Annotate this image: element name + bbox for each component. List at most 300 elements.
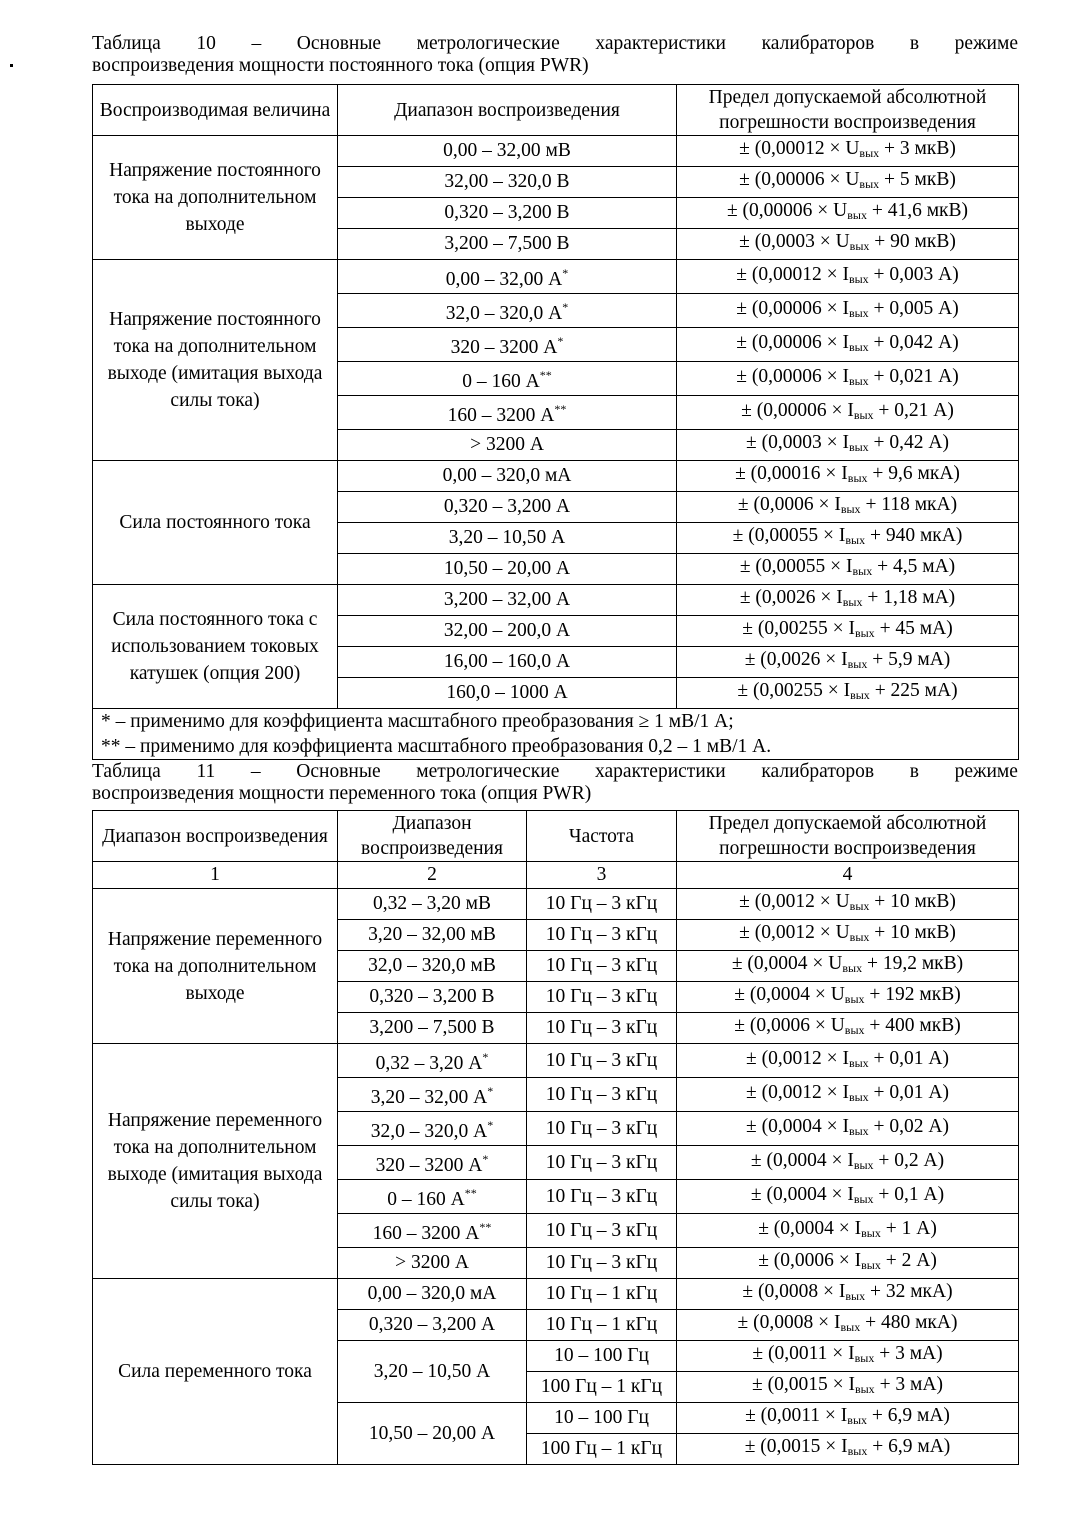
formula-prefix: ± (0,00006 × I: [736, 365, 849, 387]
range-cell: [338, 260, 677, 294]
caption-word: режиме: [954, 33, 1018, 54]
range-cell: [338, 585, 677, 616]
range-cell: [338, 1044, 527, 1078]
caption-word: 10: [196, 33, 216, 54]
formula-subscript: вых: [840, 502, 861, 516]
error-limit-cell: [677, 1310, 1019, 1341]
footnote-single-star: * – применимо для коэффициента масштабного преобразования ≥ 1 мВ/1 А;: [101, 711, 734, 732]
range-value: 3,20 – 10,50 А: [373, 1360, 491, 1382]
caption-word: в: [909, 33, 920, 54]
formula-suffix: + 1,18 мА): [862, 587, 956, 608]
formula-suffix: + 192 мкВ): [864, 984, 961, 1005]
formula-subscript: вых: [854, 1382, 875, 1396]
formula-suffix: + 6,9 мА): [867, 1405, 950, 1426]
footnote-marker: *: [557, 334, 564, 348]
formula-suffix: + 4,5 мА): [872, 556, 956, 577]
formula-subscript: вых: [861, 1258, 881, 1272]
error-limit-cell: [677, 1146, 1019, 1180]
formula-prefix: ± (0,0003 × I: [746, 432, 849, 453]
footnote-marker: **: [539, 368, 552, 382]
caption-word: Основные: [296, 761, 381, 782]
range-cell: [338, 362, 677, 396]
footnote-marker: *: [482, 1050, 489, 1064]
formula-subscript: вых: [849, 899, 870, 913]
range-cell: [338, 1013, 527, 1044]
caption-word: метрологические: [416, 33, 560, 54]
formula-prefix: ± (0,00012 × I: [736, 263, 849, 285]
formula-suffix: + 5 мкВ): [879, 169, 956, 190]
formula-prefix: ± (0,00006 × U: [739, 169, 860, 190]
range-value: 3,200 – 7,500 В: [444, 233, 570, 254]
error-limit-cell: [677, 430, 1019, 461]
footnote-marker: *: [482, 1152, 489, 1166]
formula-prefix: ± (0,00016 × I: [735, 463, 848, 484]
error-limit-cell: [677, 167, 1019, 198]
column-number: 3: [527, 862, 677, 889]
formula-suffix: + 0,42 А): [868, 432, 949, 453]
range-value: 3,20 – 10,50 А: [448, 527, 566, 548]
formula-suffix: + 400 мкВ): [864, 1015, 961, 1036]
range-cell: [338, 523, 677, 554]
formula-prefix: ± (0,00006 × I: [736, 331, 849, 353]
range-value: 0,32 – 3,20 А: [375, 1053, 483, 1074]
formula-prefix: ± (0,0012 × I: [746, 1047, 849, 1069]
range-value: 160,0 – 1000 А: [446, 682, 568, 703]
footnote-marker: *: [562, 266, 569, 280]
formula-suffix: + 19,2 мкВ): [862, 953, 964, 974]
error-limit-cell: [677, 362, 1019, 396]
formula-subscript: вых: [847, 1444, 868, 1458]
error-limit-cell: [677, 492, 1019, 523]
formula-subscript: вых: [845, 1289, 866, 1303]
frequency-cell: 10 Гц – 1 кГц: [527, 1310, 677, 1341]
error-limit-cell: [677, 982, 1019, 1013]
formula-prefix: ± (0,0015 × I: [744, 1436, 848, 1457]
formula-prefix: ± (0,0011 × I: [745, 1405, 848, 1426]
range-value: 0 – 160 А: [462, 371, 540, 392]
frequency-cell: 10 Гц – 3 кГц: [527, 920, 677, 951]
formula-prefix: ± (0,00006 × U: [726, 200, 848, 221]
formula-prefix: ± (0,00255 × I: [742, 618, 855, 639]
range-value: 0,00 – 32,00 А: [445, 269, 563, 290]
range-value: 0,00 – 320,0 мА: [442, 465, 572, 486]
range-cell: [338, 616, 677, 647]
formula-subscript: вых: [850, 688, 870, 702]
footnote-marker: **: [464, 1186, 477, 1200]
formula-suffix: + 3 мА): [874, 1343, 943, 1364]
frequency-cell: 10 – 100 Гц: [527, 1341, 677, 1372]
formula-prefix: ± (0,0004 × U: [734, 984, 845, 1005]
error-limit-cell: [677, 1180, 1019, 1214]
frequency-cell: 10 Гц – 3 кГц: [527, 1044, 677, 1078]
formula-prefix: ± (0,00055 × I: [732, 525, 846, 546]
formula-prefix: ± (0,0004 × I: [750, 1149, 854, 1171]
header-error-limit: Предел допускаемой абсолютной погрешности воспроизведения: [677, 85, 1019, 136]
formula-suffix: + 32 мкА): [865, 1281, 953, 1302]
table11-caption-line1: [92, 761, 1018, 783]
formula-suffix: + 0,042 А): [868, 331, 959, 353]
formula-subscript: вых: [847, 471, 868, 485]
formula-suffix: + 480 мкА): [860, 1312, 958, 1333]
range-cell: [338, 1341, 527, 1403]
frequency-cell: 10 Гц – 3 кГц: [527, 982, 677, 1013]
range-value: > 3200 А: [470, 434, 544, 455]
error-limit-cell: [677, 1279, 1019, 1310]
caption-word: –: [250, 761, 261, 782]
formula-suffix: + 0,21 А): [873, 399, 954, 421]
formula-subscript: вых: [849, 239, 870, 253]
caption-word: режиме: [954, 761, 1018, 782]
formula-prefix: ± (0,0004 × I: [750, 1183, 854, 1205]
caption-word: характеристики: [595, 761, 726, 782]
table10-caption-line2: воспроизведения мощности постоянного тока (опция PWR): [92, 55, 589, 76]
error-limit-cell: [677, 1078, 1019, 1112]
table10-footnote-row: [93, 709, 1019, 760]
footnote-marker: **: [554, 402, 567, 416]
formula-suffix: + 3 мА): [874, 1374, 943, 1395]
range-cell: [338, 1180, 527, 1214]
range-cell: [338, 229, 677, 260]
formula-subscript: вых: [842, 961, 863, 975]
formula-subscript: вых: [859, 146, 880, 160]
quantity-group-label: Напряжение постоянного тока на дополнительном выходе: [93, 136, 338, 260]
caption-word: –: [251, 33, 262, 54]
range-cell: [338, 920, 527, 951]
formula-suffix: + 0,005 А): [868, 297, 959, 319]
error-limit-cell: [677, 136, 1019, 167]
formula-prefix: ± (0,0008 × I: [737, 1312, 841, 1333]
formula-suffix: + 90 мкВ): [869, 231, 956, 252]
formula-prefix: ± (0,0012 × I: [746, 1081, 849, 1103]
header-range: Диапазон воспроизведения: [338, 85, 677, 136]
formula-suffix: + 2 А): [880, 1250, 937, 1271]
footnote-marker: *: [487, 1084, 494, 1098]
header-range: Диапазон воспроизведения: [338, 811, 527, 862]
range-cell: [338, 1403, 527, 1465]
range-value: 32,0 – 320,0 мВ: [368, 955, 496, 976]
range-cell: [338, 430, 677, 461]
caption-word: 11: [196, 761, 216, 782]
error-limit-cell: [677, 260, 1019, 294]
formula-subscript: вых: [848, 271, 869, 286]
frequency-cell: 10 Гц – 3 кГц: [527, 1078, 677, 1112]
formula-subscript: вых: [847, 1413, 868, 1427]
formula-prefix: ± (0,0006 × I: [758, 1250, 862, 1271]
error-limit-cell: [677, 585, 1019, 616]
error-limit-cell: [677, 1341, 1019, 1372]
formula-prefix: ± (0,0026 × I: [744, 649, 848, 670]
header-frequency: Частота: [527, 811, 677, 862]
table-row: [93, 889, 1019, 920]
formula-prefix: ± (0,0012 × U: [739, 891, 850, 912]
table-row: [93, 585, 1019, 616]
formula-prefix: ± (0,00255 × I: [737, 680, 851, 701]
footnote-marker: **: [479, 1220, 492, 1234]
range-cell: [338, 1078, 527, 1112]
error-limit-cell: [677, 1372, 1019, 1403]
formula-suffix: + 0,02 А): [868, 1115, 949, 1137]
frequency-cell: 10 Гц – 3 кГц: [527, 1214, 677, 1248]
formula-subscript: вых: [848, 440, 869, 454]
table10-header-row: [93, 85, 1019, 136]
stray-mark: [10, 64, 13, 67]
range-cell: [338, 678, 677, 709]
frequency-cell: 10 Гц – 3 кГц: [527, 1013, 677, 1044]
caption-word: метрологические: [416, 761, 560, 782]
error-limit-cell: [677, 678, 1019, 709]
range-value: 32,0 – 320,0 А: [370, 1121, 488, 1142]
range-cell: [338, 328, 677, 362]
formula-suffix: + 41,6 мкВ): [866, 200, 969, 221]
formula-subscript: вых: [853, 407, 874, 422]
range-value: 160 – 3200 А: [372, 1223, 480, 1244]
formula-subscript: вых: [854, 1351, 875, 1365]
range-value: 0,320 – 3,200 В: [369, 986, 495, 1007]
formula-suffix: + 5,9 мА): [867, 649, 951, 670]
range-value: 16,00 – 160,0 А: [443, 651, 571, 672]
range-cell: [338, 198, 677, 229]
range-value: 0 – 160 А: [387, 1189, 465, 1210]
range-cell: [338, 396, 677, 430]
formula-suffix: + 0,003 А): [868, 263, 959, 285]
formula-prefix: ± (0,0003 × U: [739, 231, 850, 252]
formula-prefix: ± (0,0015 × I: [752, 1374, 855, 1395]
range-cell: [338, 461, 677, 492]
formula-subscript: вых: [840, 1320, 861, 1334]
formula-subscript: вых: [848, 1089, 869, 1104]
error-limit-cell: [677, 616, 1019, 647]
error-limit-cell: [677, 889, 1019, 920]
formula-prefix: ± (0,0004 × I: [758, 1217, 862, 1239]
formula-suffix: + 0,2 А): [873, 1149, 945, 1171]
range-cell: [338, 1146, 527, 1180]
range-value: 32,00 – 200,0 А: [443, 620, 571, 641]
header-error-limit: Предел допускаемой абсолютной погрешности воспроизведения: [677, 811, 1019, 862]
formula-subscript: вых: [844, 992, 865, 1006]
range-value: 320 – 3200 А: [375, 1155, 483, 1176]
frequency-cell: 10 Гц – 3 кГц: [527, 951, 677, 982]
footnote-marker: *: [562, 300, 569, 314]
error-limit-cell: [677, 951, 1019, 982]
formula-suffix: + 9,6 мкА): [867, 463, 960, 484]
table10-caption-line1: [92, 33, 1018, 55]
range-value: 32,00 – 320,0 В: [444, 171, 570, 192]
formula-subscript: вых: [849, 930, 870, 944]
quantity-group-label: Напряжение постоянного тока на дополнительном выходе (имитация выхода силы тока): [93, 260, 338, 461]
table-row: [93, 136, 1019, 167]
formula-suffix: + 0,01 А): [868, 1047, 949, 1069]
range-cell: [338, 136, 677, 167]
column-number: 4: [677, 862, 1019, 889]
table11-column-numbers-row: [93, 862, 1019, 889]
error-limit-cell: [677, 554, 1019, 585]
frequency-cell: 10 – 100 Гц: [527, 1403, 677, 1434]
range-cell: [338, 1310, 527, 1341]
range-value: 0,32 – 3,20 мВ: [373, 893, 491, 914]
quantity-group-label: Напряжение переменного тока на дополнительном выходе (имитация выхода силы тока): [93, 1044, 338, 1279]
range-value: > 3200 А: [395, 1252, 469, 1273]
frequency-cell: 10 Гц – 1 кГц: [527, 1279, 677, 1310]
column-number: 2: [338, 862, 527, 889]
formula-suffix: + 0,1 А): [873, 1183, 945, 1205]
table11: [92, 810, 1019, 1465]
range-value: 0,320 – 3,200 В: [444, 202, 570, 223]
formula-prefix: ± (0,0006 × I: [737, 494, 841, 515]
range-value: 3,200 – 7,500 В: [369, 1017, 495, 1038]
range-cell: [338, 1279, 527, 1310]
formula-prefix: ± (0,00006 × I: [741, 399, 854, 421]
formula-suffix: + 0,021 А): [868, 365, 959, 387]
table-row: [93, 260, 1019, 294]
range-value: 3,20 – 32,00 мВ: [368, 924, 496, 945]
table11-caption: [92, 761, 1018, 805]
range-cell: [338, 167, 677, 198]
frequency-cell: 10 Гц – 3 кГц: [527, 1146, 677, 1180]
table10-caption: [92, 33, 1018, 77]
range-cell: [338, 1214, 527, 1248]
range-value: 10,50 – 20,00 А: [443, 558, 571, 579]
error-limit-cell: [677, 396, 1019, 430]
range-cell: [338, 1112, 527, 1146]
formula-subscript: вых: [852, 564, 873, 578]
caption-word: калибраторов: [761, 33, 875, 54]
range-value: 0,320 – 3,200 А: [443, 496, 571, 517]
frequency-cell: 10 Гц – 3 кГц: [527, 889, 677, 920]
quantity-group-label: Сила постоянного тока: [93, 461, 338, 585]
formula-subscript: вых: [848, 373, 869, 388]
error-limit-cell: [677, 523, 1019, 554]
formula-subscript: вых: [847, 657, 868, 671]
column-number: 1: [93, 862, 338, 889]
range-cell: [338, 294, 677, 328]
formula-prefix: ± (0,00012 × U: [739, 138, 860, 159]
error-limit-cell: [677, 1044, 1019, 1078]
error-limit-cell: [677, 1013, 1019, 1044]
table-row: [93, 461, 1019, 492]
formula-prefix: ± (0,0004 × U: [731, 953, 843, 974]
frequency-cell: 10 Гц – 3 кГц: [527, 1112, 677, 1146]
formula-suffix: + 10 мкВ): [869, 922, 956, 943]
formula-suffix: + 1 А): [880, 1217, 937, 1239]
caption-word: Основные: [296, 33, 382, 54]
range-cell: [338, 647, 677, 678]
range-value: 160 – 3200 А: [447, 405, 555, 426]
range-cell: [338, 982, 527, 1013]
formula-subscript: вых: [844, 1023, 865, 1037]
formula-prefix: ± (0,00055 × I: [739, 556, 853, 577]
table10-footnotes: [93, 709, 1019, 760]
formula-subscript: вых: [848, 339, 869, 354]
caption-word: в: [909, 761, 919, 782]
formula-suffix: + 45 мА): [874, 618, 953, 639]
range-cell: [338, 492, 677, 523]
range-cell: [338, 889, 527, 920]
caption-word: Таблица: [92, 33, 161, 54]
formula-subscript: вых: [848, 305, 869, 320]
error-limit-cell: [677, 1248, 1019, 1279]
table11-caption-line2: воспроизведения мощности переменного тока (опция PWR): [92, 783, 592, 804]
formula-subscript: вых: [847, 208, 867, 222]
formula-prefix: ± (0,0008 × I: [742, 1281, 846, 1302]
range-value: 3,200 – 32,00 А: [443, 589, 571, 610]
table10: [92, 84, 1019, 760]
formula-suffix: + 225 мА): [869, 680, 958, 701]
formula-subscript: вых: [859, 177, 880, 191]
frequency-cell: 10 Гц – 3 кГц: [527, 1248, 677, 1279]
footnote-marker: *: [487, 1118, 494, 1132]
range-value: 320 – 3200 А: [450, 337, 558, 358]
formula-subscript: вых: [853, 1157, 874, 1172]
caption-word: характеристики: [595, 33, 726, 54]
error-limit-cell: [677, 647, 1019, 678]
formula-prefix: ± (0,00006 × I: [736, 297, 849, 319]
error-limit-cell: [677, 920, 1019, 951]
frequency-cell: 100 Гц – 1 кГц: [527, 1372, 677, 1403]
header-quantity: Воспроизводимая величина: [93, 85, 338, 136]
formula-subscript: вых: [848, 1055, 869, 1070]
formula-subscript: вых: [845, 533, 866, 547]
range-value: 10,50 – 20,00 А: [368, 1422, 496, 1444]
header-quantity: Диапазон воспроизведения: [93, 811, 338, 862]
formula-prefix: ± (0,0006 × U: [734, 1015, 845, 1036]
footnote-double-star: ** – применимо для коэффициента масштабного преобразования 0,2 – 1 мВ/1 А.: [101, 736, 772, 757]
frequency-cell: 100 Гц – 1 кГц: [527, 1434, 677, 1465]
formula-suffix: + 6,9 мА): [867, 1436, 951, 1457]
error-limit-cell: [677, 461, 1019, 492]
error-limit-cell: [677, 1434, 1019, 1465]
range-cell: [338, 554, 677, 585]
error-limit-cell: [677, 1403, 1019, 1434]
error-limit-cell: [677, 1112, 1019, 1146]
formula-suffix: + 0,01 А): [868, 1081, 949, 1103]
error-limit-cell: [677, 198, 1019, 229]
error-limit-cell: [677, 1214, 1019, 1248]
caption-word: Таблица: [92, 761, 161, 782]
formula-suffix: + 118 мкА): [860, 494, 958, 515]
formula-prefix: ± (0,0004 × I: [746, 1115, 849, 1137]
range-cell: [338, 1248, 527, 1279]
formula-suffix: + 940 мкА): [865, 525, 963, 546]
error-limit-cell: [677, 229, 1019, 260]
range-value: 3,20 – 32,00 А: [370, 1087, 488, 1108]
error-limit-cell: [677, 294, 1019, 328]
formula-subscript: вых: [848, 1123, 869, 1138]
range-value: 0,00 – 320,0 мА: [367, 1283, 497, 1304]
table11-body: [93, 889, 1019, 1465]
quantity-group-label: Сила постоянного тока с использованием токовых катушек (опция 200): [93, 585, 338, 709]
formula-subscript: вых: [853, 1191, 874, 1206]
table-row: [93, 1279, 1019, 1310]
formula-prefix: ± (0,0012 × U: [739, 922, 850, 943]
range-value: 0,00 – 32,00 мВ: [443, 140, 571, 161]
quantity-group-label: Сила переменного тока: [93, 1279, 338, 1465]
table10-body: [93, 136, 1019, 709]
frequency-cell: 10 Гц – 3 кГц: [527, 1180, 677, 1214]
formula-subscript: вых: [842, 595, 863, 609]
caption-word: калибраторов: [761, 761, 875, 782]
error-limit-cell: [677, 328, 1019, 362]
formula-suffix: + 3 мкВ): [879, 138, 956, 159]
formula-suffix: + 10 мкВ): [869, 891, 956, 912]
table11-header-row: [93, 811, 1019, 862]
table-row: [93, 1044, 1019, 1078]
formula-prefix: ± (0,0011 × I: [752, 1343, 855, 1364]
formula-subscript: вых: [854, 626, 875, 640]
formula-prefix: ± (0,0026 × I: [739, 587, 843, 608]
formula-subscript: вых: [861, 1225, 881, 1240]
range-value: 0,320 – 3,200 А: [368, 1314, 496, 1335]
range-cell: [338, 951, 527, 982]
